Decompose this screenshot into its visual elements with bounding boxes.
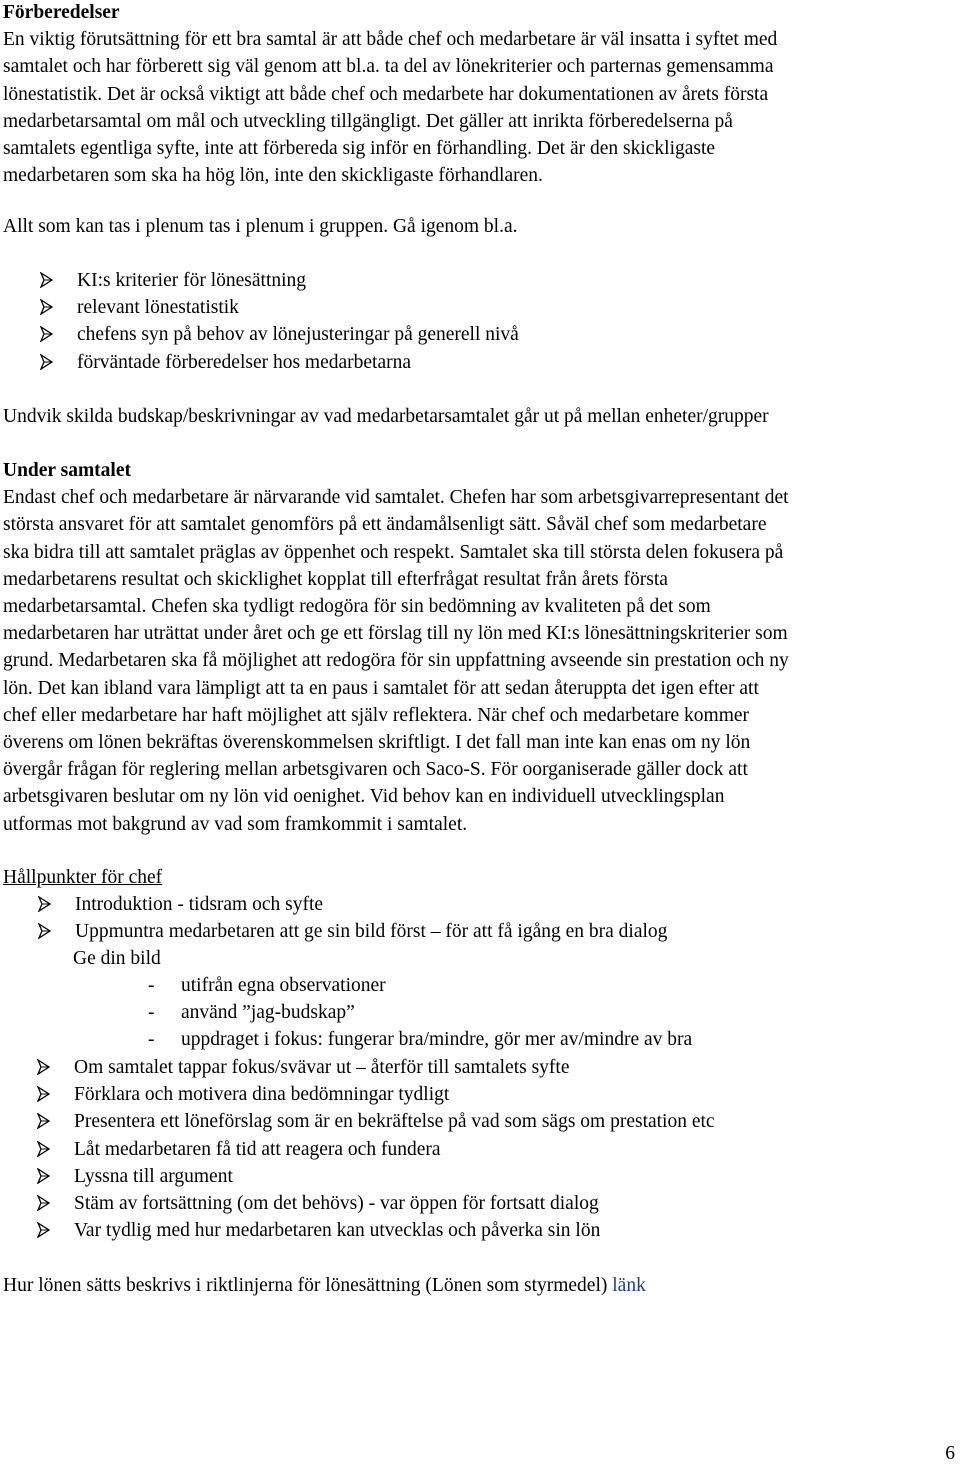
paragraph-plenum: Allt som kan tas i plenum tas i plenum i gruppen. Gå igenom bl.a.: [3, 216, 518, 237]
list-item: relevant lönestatistik: [40, 294, 956, 321]
list-item: Introduktion - tidsram och syfte: [38, 891, 956, 918]
text-line: arbetsgivaren beslutar om ny lön vid oenighet. Vid behov kan en individuell utvecklingsplan: [3, 786, 725, 808]
text-line: En viktig förutsättning för ett bra samtal är att både chef och medarbetare är väl insatta i syftet med: [3, 29, 778, 51]
text-line: övergår frågan för reglering mellan arbetsgivaren och Saco-S. För oorganiserade gäller dock att: [3, 759, 748, 781]
text-line: medarbetaren har uträttat under året och ge ett förslag till ny lön med KI:s lönesättningskriterier som: [3, 623, 788, 645]
text-line: medarbetarsamtal om mål och utveckling tillgängligt. Det gäller att inrikta förberedelserna på: [3, 110, 733, 132]
bullet-list-preparations: [40, 267, 956, 376]
arrowhead-bullet-icon: [37, 1168, 50, 1184]
arrowhead-bullet-icon: [37, 1059, 50, 1075]
page-number: 6: [945, 1443, 955, 1464]
paragraph-under-samtalet: [3, 484, 956, 838]
arrowhead-bullet-icon: [40, 326, 53, 342]
arrowhead-bullet-icon: [37, 1113, 50, 1129]
heading-under-samtalet: Under samtalet: [3, 460, 131, 481]
text-line: lön. Det kan ibland vara lämpligt att ta en paus i samtalet för att sedan återuppta det igen efter att: [3, 677, 759, 699]
text-line: grund. Medarbetaren ska få möjlighet att redogöra för sin uppfattning avseende sin prestation och ny: [3, 650, 789, 672]
text-line: samtalet och har förberett sig väl genom att bl.a. ta del av lönekriterier och parternas gemensamma: [3, 56, 774, 78]
list-item: chefens syn på behov av lönejusteringar på generell nivå: [40, 321, 956, 348]
text-line: samtalets egentliga syfte, inte att förbereda sig inför en förhandling. Det är den skickligaste: [3, 138, 716, 160]
section-under-samtalet: [3, 457, 956, 838]
list-item: Lyssna till argument: [37, 1163, 956, 1190]
text-line: medarbetaren som ska ha hög lön, inte den skickligaste förhandlaren.: [3, 165, 543, 187]
text-line: medarbetarens resultat och skicklighet kopplat till efterfrågat resultat från årets första: [3, 568, 668, 590]
list-item: Förklara och motivera dina bedömningar tydligt: [37, 1081, 956, 1108]
bullet-list-hallpunkter-a: [38, 891, 956, 945]
arrowhead-bullet-icon: [37, 1222, 50, 1238]
list-item: - uppdraget i fokus: fungerar bra/mindre, gör mer av/mindre av bra: [148, 1029, 693, 1051]
text-line: medarbetarsamtal. Chefen ska tydligt redogöra för sin bedömning av kvaliteten på det som: [3, 596, 711, 618]
text-line: ska bidra till att samtalet präglas av öppenhet och respekt. Samtalet ska till största delen fokusera på: [3, 541, 784, 563]
text-line: utformas mot bakgrund av vad som framkommit i samtalet.: [3, 813, 468, 835]
list-item: Var tydlig med hur medarbetaren kan utvecklas och påverka sin lön: [37, 1217, 956, 1244]
arrowhead-bullet-icon: [38, 923, 51, 939]
text-line: chef eller medarbetare har haft möjlighet att själv reflektera. När chef och medarbetare kommer: [3, 704, 750, 726]
list-item: - utifrån egna observationer: [148, 975, 386, 996]
dash-list: [3, 972, 956, 1054]
footer-text: Hur lönen sätts beskrivs i riktlinjerna för lönesättning (Lönen som styrmedel): [3, 1275, 608, 1296]
arrowhead-bullet-icon: [40, 299, 53, 315]
heading-hallpunkter: Hållpunkter för chef: [3, 867, 163, 888]
list-item: Om samtalet tappar fokus/svävar ut – återför till samtalets syfte: [37, 1054, 956, 1081]
arrowhead-bullet-icon: [37, 1195, 50, 1211]
heading-forberedelser: Förberedelser: [3, 2, 120, 23]
link-lonesattning[interactable]: länk: [612, 1275, 646, 1296]
paragraph-forberedelser: [3, 26, 956, 189]
arrowhead-bullet-icon: [37, 1141, 50, 1157]
list-item: Låt medarbetaren få tid att reagera och fundera: [37, 1136, 956, 1163]
list-item: - använd ”jag-budskap”: [148, 1002, 355, 1024]
subheading-ge-din-bild: Ge din bild: [73, 948, 161, 969]
list-item: Presentera ett löneförslag som är en bekräftelse på vad som sägs om prestation etc: [37, 1108, 956, 1135]
footer-paragraph: [3, 1272, 956, 1299]
text-line: Endast chef och medarbetare är närvarande vid samtalet. Chefen har som arbetsgivarrepresentant det: [3, 487, 789, 509]
text-line: överens om lönen bekräftas överenskommelsen skriftligt. I det fall man inte kan enas om ny lön: [3, 732, 751, 754]
arrowhead-bullet-icon: [38, 896, 51, 912]
section-forberedelser: [3, 0, 956, 189]
list-item: Stäm av fortsättning (om det behövs) - var öppen för fortsatt dialog: [37, 1190, 956, 1217]
arrowhead-bullet-icon: [37, 1086, 50, 1102]
arrowhead-bullet-icon: [40, 272, 53, 288]
text-line: lönestatistik. Det är också viktigt att både chef och medarbete har dokumentationen av årets första: [3, 83, 769, 105]
list-item: Uppmuntra medarbetaren att ge sin bild först – för att få igång en bra dialog: [38, 918, 956, 945]
paragraph-undvik: Undvik skilda budskap/beskrivningar av vad medarbetarsamtalet går ut på mellan enheter/grupper: [3, 406, 769, 427]
bullet-list-hallpunkter-b: [37, 1054, 956, 1244]
arrowhead-bullet-icon: [40, 354, 53, 370]
list-item: förväntade förberedelser hos medarbetarna: [40, 349, 956, 376]
list-item: KI:s kriterier för lönesättning: [40, 267, 956, 294]
text-line: största ansvaret för att samtalet genomförs på ett ändamålsenligt sätt. Såväl chef som medarbetare: [3, 514, 767, 536]
